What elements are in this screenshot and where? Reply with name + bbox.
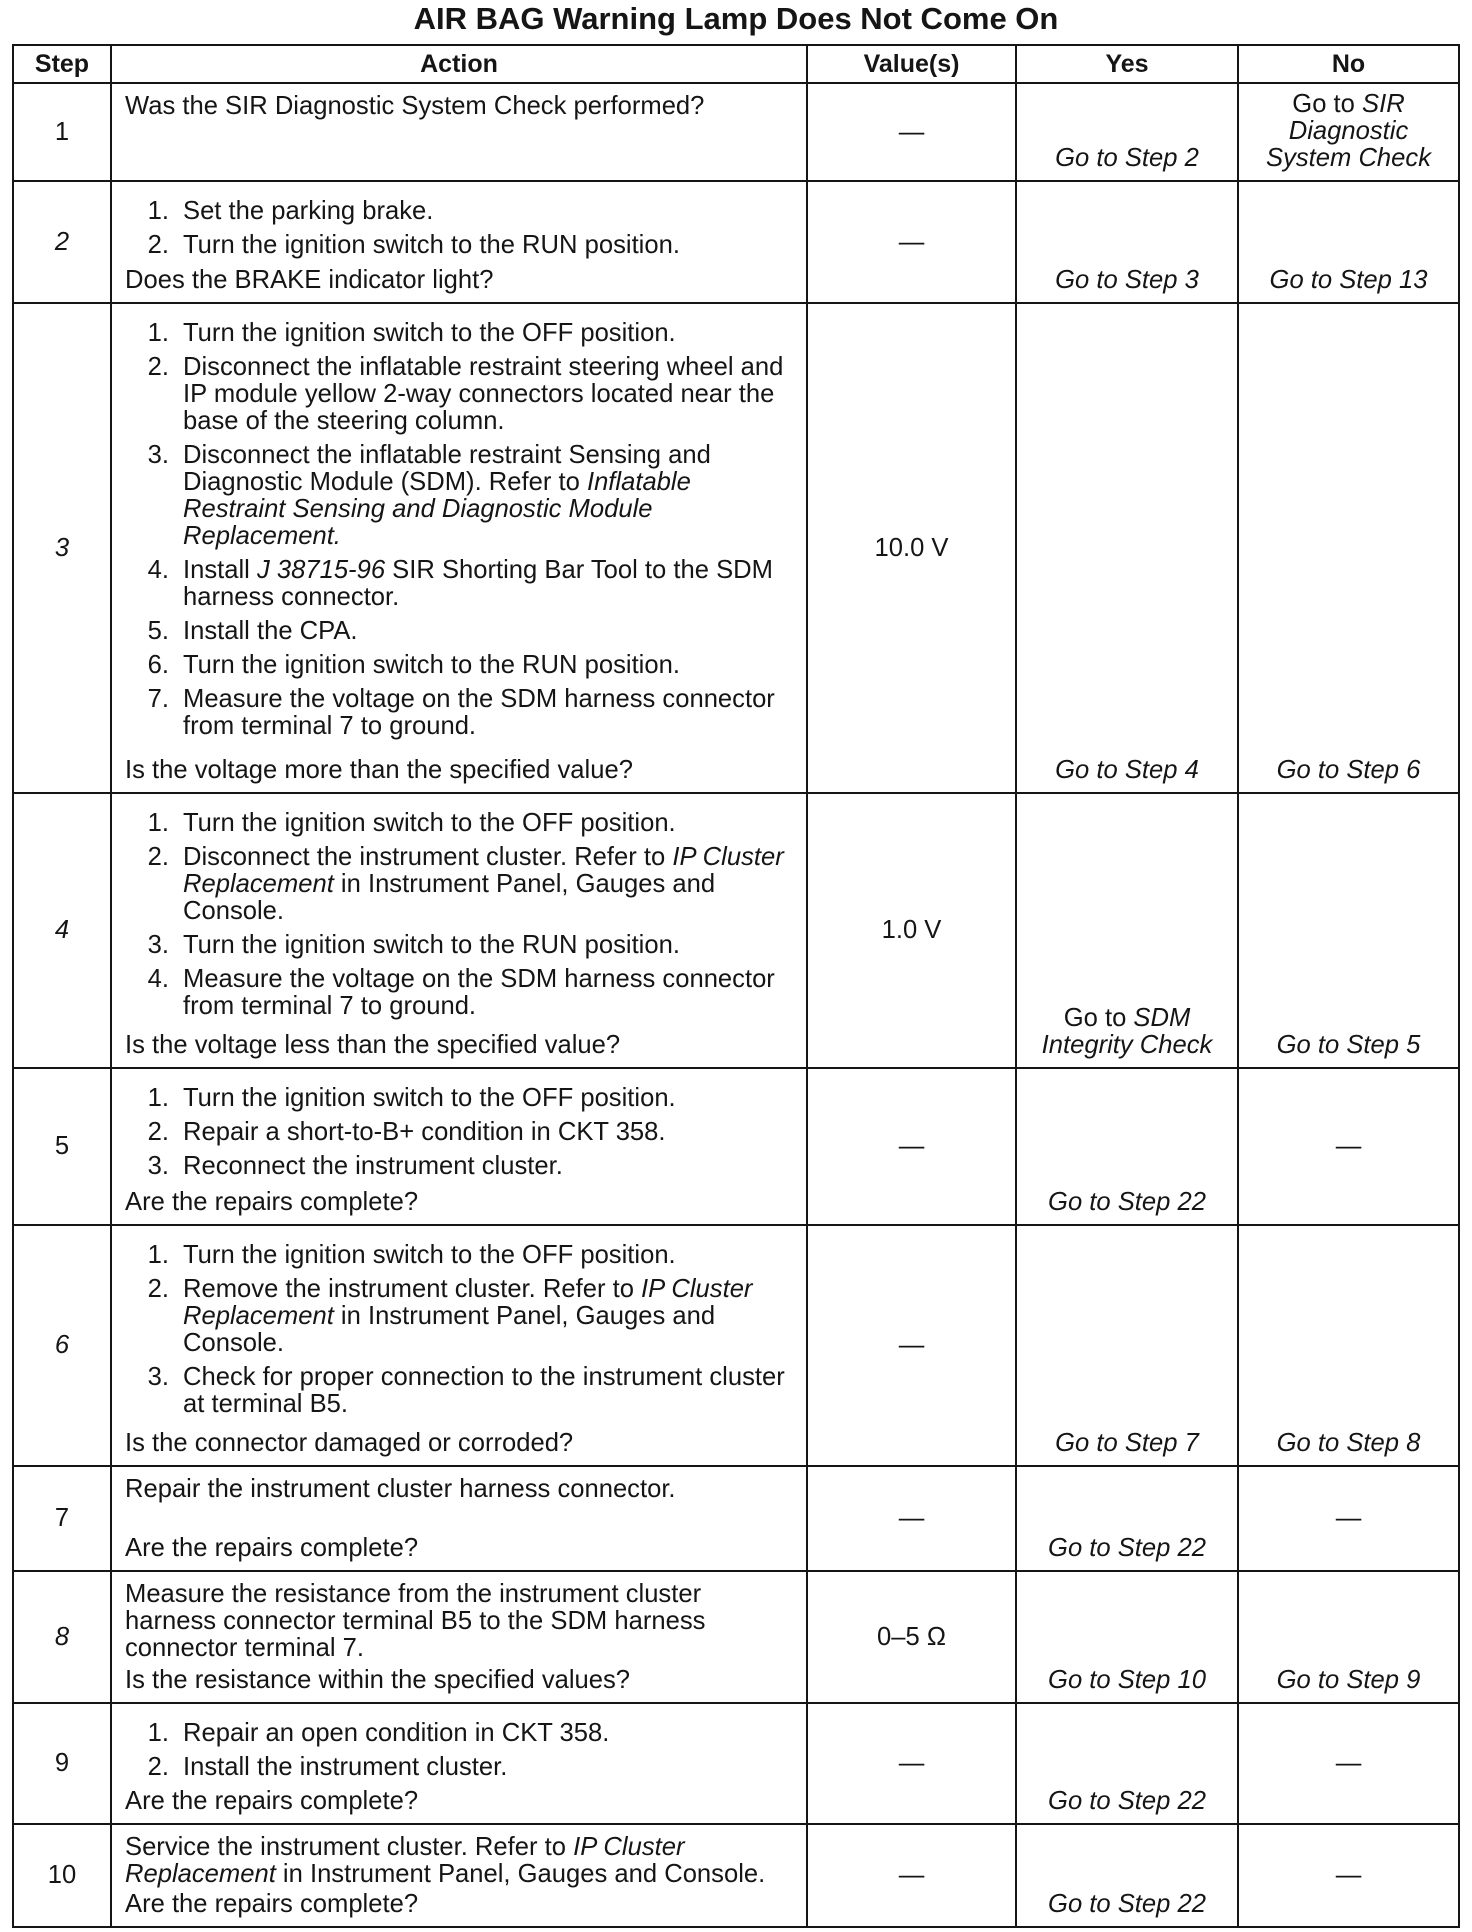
action-cell	[112, 182, 808, 302]
action-question	[125, 1667, 802, 1694]
text-segment: SIR Shorting Bar Tool to the SDM harness connector.	[183, 556, 773, 611]
no-cell	[1239, 1572, 1458, 1702]
yes-result	[1017, 1667, 1237, 1694]
text-segment: Go to Step 3	[1055, 266, 1199, 294]
text-segment: Disconnect the inflatable restraint Sensing and Diagnostic Module (SDM). Refer to	[183, 441, 711, 496]
item-text	[183, 1242, 802, 1269]
no-cell	[1239, 304, 1458, 792]
item-number: 2.	[147, 1753, 169, 1781]
text-segment: Go to Step 10	[1048, 1666, 1206, 1694]
item-text	[183, 844, 802, 925]
column-header-label: Action	[420, 49, 498, 78]
text-segment: Is the connector damaged or corroded?	[125, 1429, 574, 1457]
yes-result	[1017, 1891, 1237, 1918]
text-segment: Go to Step 7	[1055, 1429, 1199, 1457]
step-number	[55, 1332, 69, 1359]
value-cell	[808, 1825, 1017, 1926]
value-cell	[808, 794, 1017, 1067]
table-row	[14, 794, 1458, 1069]
spec-value	[877, 1624, 946, 1651]
text-segment: Set the parking brake.	[183, 197, 434, 225]
table-row	[14, 1069, 1458, 1226]
step-number	[55, 1505, 69, 1532]
yes-result	[1017, 757, 1237, 784]
procedure-item	[125, 1085, 802, 1112]
procedure-item	[125, 198, 802, 225]
text-segment: SIR Diagnostic System Check	[1266, 90, 1431, 172]
action-cell	[112, 1226, 808, 1465]
step-cell	[14, 182, 112, 302]
item-number: 1.	[147, 1084, 169, 1112]
text-segment: Install the instrument cluster.	[183, 1753, 508, 1781]
step-cell	[14, 1704, 112, 1823]
text-segment: Repair the instrument cluster harness connector.	[125, 1475, 676, 1503]
no-result	[1239, 267, 1458, 294]
step-number	[55, 1133, 69, 1160]
yes-result	[1017, 1189, 1237, 1216]
diagnostic-table	[12, 44, 1460, 1928]
spec-value	[899, 1332, 925, 1359]
yes-result	[1017, 1788, 1237, 1815]
text-segment: Remove the instrument cluster. Refer to	[183, 1275, 642, 1303]
yes-cell	[1017, 794, 1239, 1067]
item-number: 1.	[147, 319, 169, 347]
procedure-list	[125, 1085, 802, 1180]
column-header-yes	[1017, 46, 1239, 82]
procedure-item	[125, 844, 802, 925]
text-segment: —	[898, 1861, 925, 1889]
procedure-item	[125, 1276, 802, 1357]
step-number	[55, 119, 69, 146]
procedure-item	[125, 1720, 802, 1747]
item-text	[183, 198, 802, 225]
item-number: 2.	[147, 843, 169, 871]
text-segment: —	[1335, 1749, 1362, 1777]
text-segment: Are the repairs complete?	[125, 1188, 419, 1216]
step-cell	[14, 84, 112, 180]
action-cell	[112, 1704, 808, 1823]
text-segment: Was the SIR Diagnostic System Check performed?	[125, 92, 705, 120]
text-segment: Does the BRAKE indicator light?	[125, 266, 494, 294]
item-number: 2.	[147, 231, 169, 259]
item-text	[183, 1364, 802, 1418]
text-segment: Turn the ignition switch to the OFF position.	[183, 1084, 676, 1112]
text-segment: —	[898, 1331, 925, 1359]
step-number	[55, 535, 69, 562]
text-segment: Go to Step 22	[1048, 1787, 1206, 1815]
no-result	[1336, 1862, 1362, 1889]
spec-value	[882, 917, 942, 944]
text-segment: J 38715-96	[256, 556, 386, 584]
text-segment: 8	[54, 1622, 70, 1651]
spec-value	[899, 1862, 925, 1889]
item-number: 7.	[147, 685, 169, 713]
text-segment: Turn the ignition switch to the RUN position.	[183, 651, 680, 679]
no-result	[1239, 1667, 1458, 1694]
table-row	[14, 1226, 1458, 1467]
item-number: 5.	[147, 617, 169, 645]
text-segment: Is the resistance within the specified values?	[125, 1666, 631, 1694]
action-question	[125, 1182, 802, 1216]
text-segment: Is the voltage less than the specified value?	[125, 1031, 621, 1059]
item-number: 3.	[147, 1363, 169, 1391]
action-question	[125, 1535, 802, 1562]
text-segment: Turn the ignition switch to the RUN position.	[183, 931, 680, 959]
item-text	[183, 442, 802, 550]
text-segment: Go to Step 6	[1276, 756, 1421, 784]
yes-result	[1017, 267, 1237, 294]
procedure-item	[125, 1364, 802, 1418]
step-cell	[14, 1572, 112, 1702]
text-segment: Disconnect the instrument cluster. Refer to	[183, 843, 673, 871]
table-row	[14, 1467, 1458, 1572]
action-intro	[125, 1476, 802, 1503]
item-text	[183, 557, 802, 611]
item-number: 1.	[147, 1719, 169, 1747]
text-segment: Repair a short-to-B+ condition in CKT 358.	[183, 1118, 666, 1146]
text-segment: —	[1335, 1861, 1362, 1889]
text-segment: 3	[54, 533, 70, 562]
text-segment: Go to Step 5	[1276, 1031, 1421, 1059]
action-cell	[112, 1572, 808, 1702]
value-cell	[808, 84, 1017, 180]
text-segment: SDM Integrity Check	[1041, 1004, 1213, 1059]
text-segment: —	[898, 117, 925, 146]
item-number: 1.	[147, 1241, 169, 1269]
action-cell	[112, 84, 808, 180]
no-result	[1336, 1133, 1362, 1160]
action-cell	[112, 1825, 808, 1926]
yes-cell	[1017, 1572, 1239, 1702]
text-segment: Are the repairs complete?	[125, 1787, 419, 1815]
text-segment: 9	[54, 1749, 70, 1777]
no-result	[1239, 1032, 1458, 1059]
yes-cell	[1017, 1467, 1239, 1570]
item-number: 1.	[147, 197, 169, 225]
text-segment: Reconnect the instrument cluster.	[183, 1152, 563, 1180]
text-segment: Turn the ignition switch to the OFF position.	[183, 1241, 676, 1269]
column-header-value	[808, 46, 1017, 82]
step-cell	[14, 304, 112, 792]
procedure-item	[125, 1119, 802, 1146]
no-cell	[1239, 1226, 1458, 1465]
text-segment: 2	[54, 227, 70, 256]
procedure-list	[125, 1242, 802, 1418]
spec-value	[899, 119, 925, 146]
column-header-step	[14, 46, 112, 82]
procedure-item	[125, 618, 802, 645]
text-segment: —	[1335, 1132, 1362, 1160]
procedure-item	[125, 1242, 802, 1269]
table-row	[14, 84, 1458, 182]
procedure-item	[125, 557, 802, 611]
yes-cell	[1017, 1704, 1239, 1823]
procedure-item	[125, 320, 802, 347]
text-segment: 0–5 Ω	[877, 1622, 946, 1651]
action-question	[125, 750, 802, 784]
text-segment: Measure the resistance from the instrument cluster harness connector terminal B5 to the SDM harness connector terminal 7.	[125, 1580, 706, 1662]
yes-result	[1017, 1535, 1237, 1562]
item-text	[183, 1720, 802, 1747]
no-result	[1239, 1430, 1458, 1457]
text-segment: Go to Step 22	[1048, 1188, 1206, 1216]
text-segment: Are the repairs complete?	[125, 1534, 419, 1562]
column-header-label: No	[1331, 49, 1366, 78]
text-segment: Inflatable Restraint Sensing and Diagnostic Module Replacement.	[183, 468, 691, 550]
step-cell	[14, 1825, 112, 1926]
text-segment: Go to	[1292, 90, 1363, 118]
procedure-item	[125, 652, 802, 679]
text-segment: Measure the voltage on the SDM harness connector from terminal 7 to ground.	[183, 685, 775, 740]
action-question	[125, 1891, 802, 1918]
table-header-row	[14, 46, 1458, 84]
text-segment: in Instrument Panel, Gauges and Console.	[183, 1302, 716, 1357]
no-result	[1336, 1505, 1362, 1532]
item-number: 3.	[147, 441, 169, 469]
yes-result	[1017, 1005, 1237, 1059]
value-cell	[808, 1226, 1017, 1465]
no-cell	[1239, 1704, 1458, 1823]
action-cell	[112, 304, 808, 792]
column-header-label: Value(s)	[863, 49, 960, 78]
item-text	[183, 810, 802, 837]
procedure-list	[125, 198, 802, 259]
action-question	[125, 260, 802, 294]
no-cell	[1239, 1069, 1458, 1224]
action-intro	[125, 1834, 802, 1888]
column-header-label: Step	[34, 49, 90, 78]
no-cell	[1239, 794, 1458, 1067]
step-cell	[14, 794, 112, 1067]
step-cell	[14, 1467, 112, 1570]
item-text	[183, 618, 802, 645]
text-segment: Go to Step 22	[1048, 1890, 1206, 1918]
text-segment: Are the repairs complete?	[125, 1890, 419, 1918]
text-segment: 1	[54, 117, 70, 146]
value-cell	[808, 304, 1017, 792]
step-number	[55, 229, 69, 256]
text-segment: —	[898, 1749, 925, 1777]
text-segment: in Instrument Panel, Gauges and Console.	[275, 1860, 766, 1888]
item-text	[183, 1276, 802, 1357]
step-number	[55, 1750, 69, 1777]
text-segment: Go to Step 8	[1276, 1429, 1421, 1457]
procedure-item	[125, 442, 802, 550]
item-text	[183, 1085, 802, 1112]
item-text	[183, 1153, 802, 1180]
value-cell	[808, 1069, 1017, 1224]
text-segment: 10.0 V	[874, 533, 949, 562]
text-segment: —	[898, 1504, 925, 1532]
value-cell	[808, 182, 1017, 302]
procedure-item	[125, 232, 802, 259]
item-number: 2.	[147, 1118, 169, 1146]
procedure-item	[125, 966, 802, 1020]
no-cell	[1239, 1825, 1458, 1926]
spec-value	[899, 1505, 925, 1532]
step-number	[48, 1862, 76, 1889]
procedure-item	[125, 686, 802, 740]
step-cell	[14, 1069, 112, 1224]
table-row	[14, 1572, 1458, 1704]
text-segment: Go to Step 9	[1276, 1666, 1421, 1694]
no-result	[1239, 757, 1458, 784]
item-number: 6.	[147, 651, 169, 679]
spec-value	[875, 535, 949, 562]
text-segment: IP Cluster Replacement	[183, 1275, 753, 1330]
item-number: 3.	[147, 931, 169, 959]
text-segment: Service the instrument cluster. Refer to	[125, 1833, 574, 1861]
text-segment: Go to	[1063, 1004, 1134, 1032]
yes-cell	[1017, 1069, 1239, 1224]
procedure-item	[125, 1754, 802, 1781]
yes-cell	[1017, 304, 1239, 792]
text-segment: 4	[54, 916, 70, 944]
column-header-label: Yes	[1105, 49, 1149, 78]
table-row	[14, 304, 1458, 794]
yes-result	[1017, 145, 1237, 172]
procedure-list	[125, 320, 802, 740]
item-text	[183, 1119, 802, 1146]
item-text	[183, 652, 802, 679]
table-row	[14, 182, 1458, 304]
item-number: 2.	[147, 1275, 169, 1303]
action-cell	[112, 1467, 808, 1570]
item-text	[183, 232, 802, 259]
action-question	[125, 1423, 802, 1457]
text-segment: —	[898, 227, 925, 256]
text-segment: 1.0 V	[881, 916, 942, 944]
item-text	[183, 354, 802, 435]
text-segment: —	[898, 1132, 925, 1160]
text-segment: Turn the ignition switch to the RUN position.	[183, 231, 680, 259]
text-segment: Is the voltage more than the specified value?	[125, 756, 633, 784]
column-header-action	[112, 46, 808, 82]
text-segment: IP Cluster Replacement	[125, 1833, 685, 1888]
item-number: 4.	[147, 965, 169, 993]
action-question	[125, 1781, 802, 1815]
action-intro	[125, 1581, 802, 1662]
yes-cell	[1017, 84, 1239, 180]
step-number	[55, 917, 69, 944]
table-row	[14, 1704, 1458, 1825]
item-text	[183, 1754, 802, 1781]
item-number: 4.	[147, 556, 169, 584]
text-segment: 10	[47, 1861, 77, 1889]
text-segment: Check for proper connection to the instrument cluster at terminal B5.	[183, 1363, 785, 1418]
no-cell	[1239, 182, 1458, 302]
item-number: 2.	[147, 353, 169, 381]
text-segment: in Instrument Panel, Gauges and Console.	[183, 870, 716, 925]
text-segment: Disconnect the inflatable restraint steering wheel and IP module yellow 2-way connectors located near the base of the steering column.	[183, 353, 784, 435]
text-segment: —	[1335, 1504, 1362, 1532]
table-row	[14, 1825, 1458, 1926]
text-segment: Go to Step 13	[1269, 266, 1428, 294]
value-cell	[808, 1704, 1017, 1823]
step-number	[55, 1624, 69, 1651]
text-segment: Turn the ignition switch to the OFF position.	[183, 319, 676, 347]
step-cell	[14, 1226, 112, 1465]
procedure-item	[125, 1153, 802, 1180]
text-segment: 5	[54, 1132, 70, 1160]
spec-value	[899, 1750, 925, 1777]
page-title: AIR BAG Warning Lamp Does Not Come On	[413, 1, 1059, 36]
procedure-item	[125, 932, 802, 959]
column-header-no	[1239, 46, 1458, 82]
yes-result	[1017, 1430, 1237, 1457]
action-intro	[125, 93, 802, 120]
action-cell	[112, 794, 808, 1067]
item-text	[183, 686, 802, 740]
value-cell	[808, 1572, 1017, 1702]
no-result	[1239, 91, 1458, 172]
text-segment: Go to Step 22	[1048, 1534, 1206, 1562]
yes-cell	[1017, 1825, 1239, 1926]
yes-cell	[1017, 182, 1239, 302]
item-number: 1.	[147, 809, 169, 837]
text-segment: Go to Step 4	[1055, 756, 1199, 784]
spec-value	[899, 229, 925, 256]
text-segment: Install the CPA.	[183, 617, 358, 645]
procedure-list	[125, 810, 802, 1020]
action-cell	[112, 1069, 808, 1224]
item-text	[183, 320, 802, 347]
text-segment: Install	[183, 556, 257, 584]
text-segment: Measure the voltage on the SDM harness connector from terminal 7 to ground.	[183, 965, 775, 1020]
table-body	[14, 84, 1458, 1926]
procedure-list	[125, 1720, 802, 1781]
value-cell	[808, 1467, 1017, 1570]
item-text	[183, 932, 802, 959]
action-question	[125, 1025, 802, 1059]
no-cell	[1239, 84, 1458, 180]
item-number: 3.	[147, 1152, 169, 1180]
text-segment: Go to Step 2	[1055, 144, 1199, 172]
item-text	[183, 966, 802, 1020]
text-segment: IP Cluster Replacement	[183, 843, 784, 898]
spec-value	[899, 1133, 925, 1160]
no-result	[1336, 1750, 1362, 1777]
text-segment: 7	[54, 1504, 70, 1532]
procedure-item	[125, 354, 802, 435]
no-cell	[1239, 1467, 1458, 1570]
procedure-item	[125, 810, 802, 837]
yes-cell	[1017, 1226, 1239, 1465]
text-segment: Turn the ignition switch to the OFF position.	[183, 809, 676, 837]
text-segment: 6	[54, 1331, 70, 1359]
text-segment: Repair an open condition in CKT 358.	[183, 1719, 610, 1747]
